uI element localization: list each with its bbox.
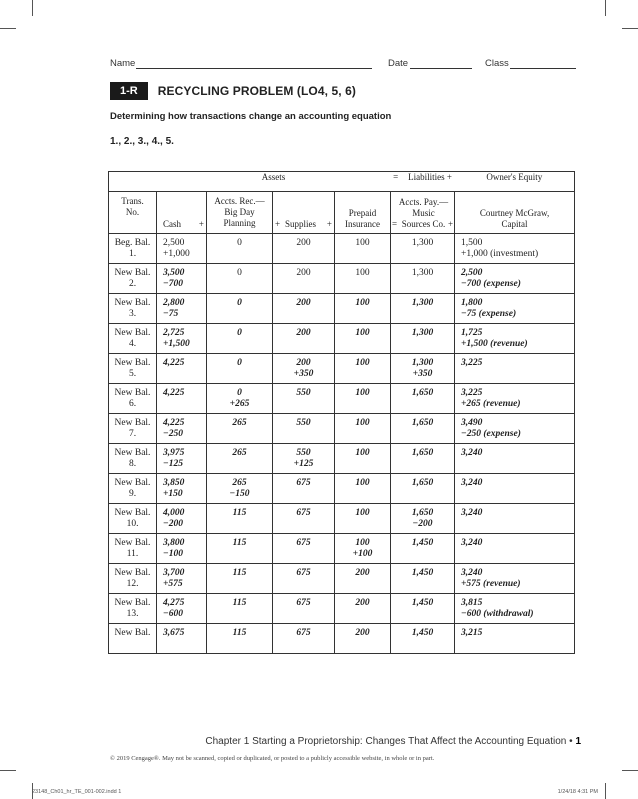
supplies-cell[interactable] <box>273 324 335 354</box>
supplies-cell[interactable] <box>273 474 335 504</box>
capital-cell[interactable] <box>455 444 575 474</box>
table-row <box>109 624 575 654</box>
header-blank <box>109 172 157 192</box>
capital-value: 3,240 <box>461 508 483 518</box>
prepaid-value: 100 <box>355 418 370 428</box>
cash-value: 3,850 +150 <box>163 478 185 499</box>
ap-cell[interactable] <box>391 594 455 624</box>
prepaid-value: 100 <box>355 268 370 278</box>
accts-rec-header: Accts. Rec.— Big Day Planning <box>207 192 273 234</box>
equity-group-header: Owner's Equity <box>455 172 575 192</box>
capital-value: 3,240 +575 (revenue) <box>461 568 521 589</box>
problem-title-bar <box>110 82 356 100</box>
ar-value: 0 <box>237 298 242 308</box>
supplies-value: 200 <box>296 298 311 308</box>
cash-cell[interactable] <box>157 234 207 264</box>
ar-value: 0 <box>237 328 242 338</box>
capital-value: 3,815 −600 (withdrawal) <box>461 598 534 619</box>
supplies-cell[interactable] <box>273 294 335 324</box>
prepaid-cell[interactable] <box>335 234 391 264</box>
ap-cell[interactable] <box>391 264 455 294</box>
prepaid-value: 200 <box>355 598 370 608</box>
ar-cell[interactable] <box>207 324 273 354</box>
supplies-value: 200 <box>296 328 311 338</box>
table-row <box>109 264 575 294</box>
prepaid-value: 200 <box>355 568 370 578</box>
ap-value: 1,650 <box>411 388 434 398</box>
ar-cell[interactable] <box>207 234 273 264</box>
capital-cell[interactable] <box>455 384 575 414</box>
ap-value: 1,650 <box>411 418 434 428</box>
capital-value: 1,500 +1,000 (investment) <box>461 238 539 259</box>
prepaid-cell[interactable] <box>335 624 391 654</box>
page-footer <box>205 736 581 747</box>
table-row <box>109 444 575 474</box>
prepaid-cell[interactable] <box>335 384 391 414</box>
capital-value: 2,500 −700 (expense) <box>461 268 521 289</box>
prepaid-value: 100 <box>355 238 370 248</box>
ap-cell[interactable] <box>391 384 455 414</box>
ap-value: 1,650 <box>411 478 434 488</box>
ar-cell[interactable] <box>207 594 273 624</box>
ar-value: 265 <box>232 448 247 458</box>
trans-label: New Bal. 4. <box>114 328 151 349</box>
cash-cell[interactable] <box>157 444 207 474</box>
prepaid-cell[interactable] <box>335 594 391 624</box>
trans-label: New Bal. 2. <box>114 268 151 289</box>
capital-cell[interactable] <box>455 564 575 594</box>
ap-value: 1,300 <box>411 238 434 248</box>
ar-value: 115 <box>232 628 247 638</box>
prepaid-value: 100 <box>355 388 370 398</box>
ap-value: 1,300 <box>411 298 434 308</box>
capital-value: 3,240 <box>461 478 483 488</box>
ar-value: 115 <box>232 568 247 578</box>
capital-header: Courtney McGraw, Capital <box>455 192 575 234</box>
cash-value: 3,675 <box>163 628 185 638</box>
capital-value: 3,490 −250 (expense) <box>461 418 521 439</box>
class-label: Class <box>485 58 509 69</box>
ap-cell[interactable] <box>391 354 455 384</box>
equals-sign: = <box>393 172 399 182</box>
problem-title: RECYCLING PROBLEM (LO4, 5, 6) <box>157 84 356 98</box>
table-row <box>109 474 575 504</box>
prepaid-value: 100 <box>355 328 370 338</box>
problem-parts: 1., 2., 3., 4., 5. <box>110 136 174 147</box>
supplies-value: 675 <box>296 598 311 608</box>
ap-cell[interactable] <box>391 504 455 534</box>
prepaid-cell[interactable] <box>335 324 391 354</box>
liabilities-group-header: = Liabilities + <box>391 172 455 192</box>
capital-cell[interactable] <box>455 624 575 654</box>
ar-cell[interactable] <box>207 564 273 594</box>
supplies-cell[interactable] <box>273 264 335 294</box>
cash-cell[interactable] <box>157 384 207 414</box>
ar-cell[interactable] <box>207 294 273 324</box>
supplies-value: 550 <box>296 388 311 398</box>
ap-cell[interactable] <box>391 234 455 264</box>
ar-cell[interactable] <box>207 624 273 654</box>
ap-value: 1,450 <box>411 538 434 548</box>
supplies-cell[interactable] <box>273 414 335 444</box>
capital-cell[interactable] <box>455 414 575 444</box>
capital-cell[interactable] <box>455 264 575 294</box>
crop-mark <box>32 0 33 16</box>
supplies-value: 675 <box>296 508 311 518</box>
trans-label: New Bal. 10. <box>114 508 151 529</box>
capital-cell[interactable] <box>455 504 575 534</box>
table-row <box>109 414 575 444</box>
problem-number-badge: 1-R <box>110 82 148 100</box>
table-row <box>109 354 575 384</box>
supplies-cell[interactable] <box>273 594 335 624</box>
crop-mark <box>605 0 606 16</box>
ar-value: 265 −150 <box>229 478 250 499</box>
ar-value: 115 <box>232 538 247 548</box>
ar-value: 0 <box>237 358 242 368</box>
supplies-value: 550 +125 <box>293 448 314 469</box>
table-row <box>109 234 575 264</box>
copyright-notice: © 2019 Cengage®. May not be scanned, copied or duplicated, or posted to a publicly accessible website, in whole or in part. <box>110 755 435 762</box>
supplies-value: 675 <box>296 628 311 638</box>
crop-mark <box>622 770 638 771</box>
supplies-value: 200 <box>296 238 311 248</box>
prepaid-cell[interactable] <box>335 354 391 384</box>
trans-label: New Bal. 5. <box>114 358 151 379</box>
cash-cell[interactable] <box>157 564 207 594</box>
prepaid-value: 100 <box>355 508 370 518</box>
ap-value: 1,450 <box>411 568 434 578</box>
ap-cell[interactable] <box>391 294 455 324</box>
capital-value: 1,725 +1,500 (revenue) <box>461 328 528 349</box>
prepaid-insurance-header: Prepaid Insurance <box>335 192 391 234</box>
trans-label: New Bal. 13. <box>114 598 151 619</box>
table-row <box>109 594 575 624</box>
cash-cell[interactable] <box>157 354 207 384</box>
cash-cell[interactable] <box>157 414 207 444</box>
accts-pay-header: = Accts. Pay.— Music Sources Co. + <box>391 192 455 234</box>
trans-label: New Bal. 7. <box>114 418 151 439</box>
cash-cell[interactable] <box>157 324 207 354</box>
prepaid-cell[interactable] <box>335 414 391 444</box>
problem-subtitle: Determining how transactions change an accounting equation <box>110 111 392 122</box>
ar-value: 115 <box>232 508 247 518</box>
ar-cell[interactable] <box>207 534 273 564</box>
ap-value: 1,650 −200 <box>411 508 434 529</box>
worksheet-header <box>110 58 576 72</box>
date-field[interactable] <box>410 68 472 69</box>
prepaid-value: 100 <box>355 298 370 308</box>
supplies-value: 675 <box>296 478 311 488</box>
ap-value: 1,300 <box>411 328 434 338</box>
ap-cell[interactable] <box>391 324 455 354</box>
ar-value: 0 +265 <box>229 388 250 409</box>
ap-value: 1,450 <box>411 598 434 608</box>
ap-cell[interactable] <box>391 564 455 594</box>
capital-cell[interactable] <box>455 534 575 564</box>
supplies-cell[interactable] <box>273 504 335 534</box>
name-field[interactable] <box>136 68 372 69</box>
name-label: Name <box>110 58 136 69</box>
ap-value: 1,650 <box>411 448 434 458</box>
cash-value: 4,225 <box>163 358 185 368</box>
cash-value: 3,975 −125 <box>163 448 185 469</box>
capital-cell[interactable] <box>455 354 575 384</box>
capital-value: 1,800 −75 (expense) <box>461 298 517 319</box>
trans-label: New Bal. 12. <box>114 568 151 589</box>
trans-label: New Bal. 8. <box>114 448 151 469</box>
supplies-cell[interactable] <box>273 624 335 654</box>
supplies-cell[interactable] <box>273 234 335 264</box>
prepaid-value: 100 <box>355 448 370 458</box>
prepaid-cell[interactable] <box>335 504 391 534</box>
capital-value: 3,225 +265 (revenue) <box>461 388 521 409</box>
capital-value: 3,240 <box>461 538 483 548</box>
prepaid-value: 100 +100 <box>352 538 373 559</box>
ar-cell[interactable] <box>207 474 273 504</box>
trans-label: New Bal. 6. <box>114 388 151 409</box>
trans-label: Beg. Bal. 1. <box>114 238 151 259</box>
prepaid-value: 200 <box>355 628 370 638</box>
table-row <box>109 564 575 594</box>
supplies-cell[interactable] <box>273 534 335 564</box>
file-slug: 23148_Ch01_hr_TE_001-002.indd 1 <box>32 789 122 795</box>
cash-value: 3,500 −700 <box>163 268 185 289</box>
ap-cell[interactable] <box>391 474 455 504</box>
date-slug: 1/24/18 4:31 PM <box>557 789 598 795</box>
trans-label: New Bal. 11. <box>114 538 151 559</box>
class-field[interactable] <box>510 68 576 69</box>
cash-header: Cash + <box>157 192 207 234</box>
capital-value: 3,215 <box>461 628 483 638</box>
ap-value: 1,300 +350 <box>411 358 434 379</box>
crop-mark <box>0 28 16 29</box>
cash-value: 4,275 −600 <box>163 598 185 619</box>
supplies-value: 200 <box>296 268 311 278</box>
prepaid-cell[interactable] <box>335 294 391 324</box>
supplies-header: + Supplies + <box>273 192 335 234</box>
page-number: 1 <box>575 736 581 747</box>
trans-label: New Bal. 3. <box>114 298 151 319</box>
supplies-cell[interactable] <box>273 354 335 384</box>
supplies-value: 675 <box>296 568 311 578</box>
ap-cell[interactable] <box>391 534 455 564</box>
ap-value: 1,450 <box>411 628 434 638</box>
ar-cell[interactable] <box>207 264 273 294</box>
capital-cell[interactable] <box>455 594 575 624</box>
cash-value: 2,800 −75 <box>163 298 185 319</box>
ap-value: 1,300 <box>411 268 434 278</box>
cash-cell[interactable] <box>157 474 207 504</box>
trans-label: New Bal. 9. <box>114 478 151 499</box>
supplies-cell[interactable] <box>273 444 335 474</box>
prepaid-cell[interactable] <box>335 264 391 294</box>
prepaid-cell[interactable] <box>335 534 391 564</box>
supplies-value: 200 +350 <box>293 358 314 379</box>
ap-cell[interactable] <box>391 414 455 444</box>
cash-cell[interactable] <box>157 624 207 654</box>
crop-mark <box>605 783 606 799</box>
cash-cell[interactable] <box>157 534 207 564</box>
capital-cell[interactable] <box>455 324 575 354</box>
capital-value: 3,225 <box>461 358 483 368</box>
capital-value: 3,240 <box>461 448 483 458</box>
prepaid-cell[interactable] <box>335 564 391 594</box>
ap-cell[interactable] <box>391 624 455 654</box>
cash-value: 3,800 −100 <box>163 538 185 559</box>
cash-value: 4,225 <box>163 388 185 398</box>
cash-value: 2,725 +1,500 <box>163 328 190 349</box>
table-row <box>109 504 575 534</box>
prepaid-cell[interactable] <box>335 474 391 504</box>
ar-cell[interactable] <box>207 354 273 384</box>
cash-cell[interactable] <box>157 594 207 624</box>
prepaid-value: 100 <box>355 478 370 488</box>
crop-mark <box>0 770 16 771</box>
capital-cell[interactable] <box>455 294 575 324</box>
prepaid-cell[interactable] <box>335 444 391 474</box>
cash-value: 4,225 −250 <box>163 418 185 439</box>
cash-value: 3,700 +575 <box>163 568 185 589</box>
ar-cell[interactable] <box>207 444 273 474</box>
supplies-value: 550 <box>296 418 311 428</box>
chapter-title: Chapter 1 Starting a Proprietorship: Changes That Affect the Accounting Equation • <box>205 736 573 747</box>
accounting-equation-table <box>108 171 575 654</box>
supplies-cell[interactable] <box>273 384 335 414</box>
prepaid-value: 100 <box>355 358 370 368</box>
table-row <box>109 324 575 354</box>
trans-label: New Bal. <box>114 628 151 638</box>
ar-cell[interactable] <box>207 414 273 444</box>
ar-cell[interactable] <box>207 504 273 534</box>
cash-cell[interactable] <box>157 504 207 534</box>
table-row <box>109 384 575 414</box>
ar-value: 265 <box>232 418 247 428</box>
assets-group-header: Assets <box>157 172 391 192</box>
trans-no-header: Trans. No. <box>109 192 157 234</box>
cash-value: 4,000 −200 <box>163 508 185 529</box>
ar-value: 115 <box>232 598 247 608</box>
supplies-value: 675 <box>296 538 311 548</box>
cash-cell[interactable] <box>157 294 207 324</box>
date-label: Date <box>388 58 409 69</box>
crop-mark <box>622 28 638 29</box>
ar-value: 0 <box>237 268 242 278</box>
capital-cell[interactable] <box>455 234 575 264</box>
cash-value: 2,500 +1,000 <box>163 238 190 259</box>
supplies-cell[interactable] <box>273 564 335 594</box>
table-row <box>109 294 575 324</box>
ar-value: 0 <box>237 238 242 248</box>
table-row <box>109 534 575 564</box>
ar-cell[interactable] <box>207 384 273 414</box>
capital-cell[interactable] <box>455 474 575 504</box>
cash-cell[interactable] <box>157 264 207 294</box>
ap-cell[interactable] <box>391 444 455 474</box>
